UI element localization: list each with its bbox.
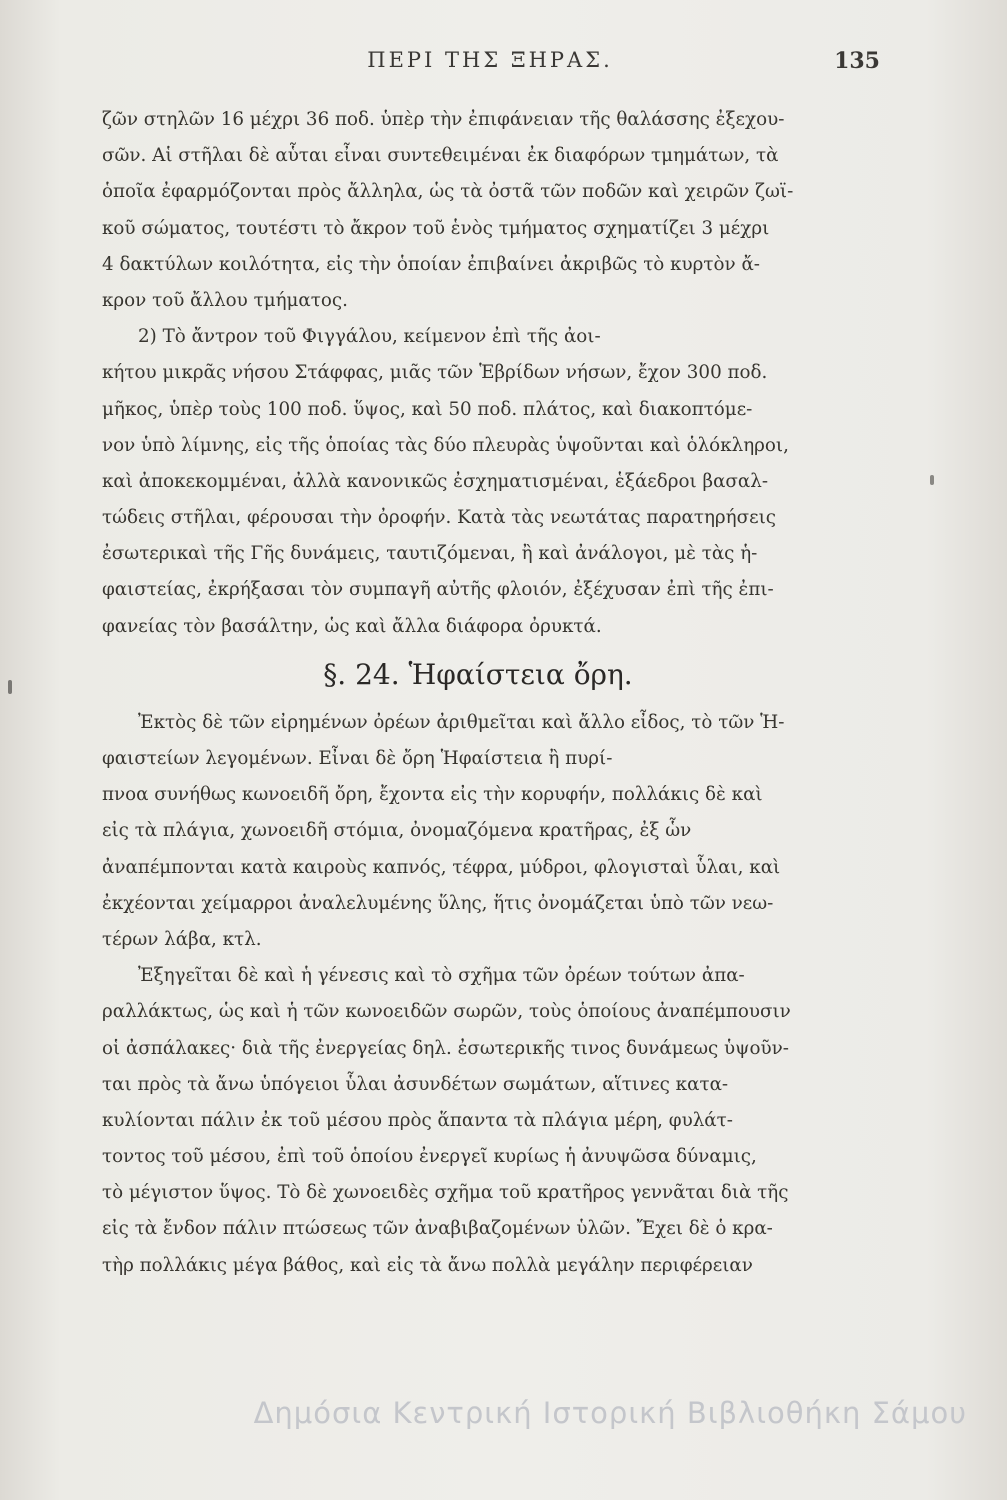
running-title: ΠΕΡΙ ΤΗΣ ΞΗΡΑΣ.	[367, 48, 613, 72]
text-line: καὶ ἀποκεκομμέναι, ἀλλὰ κανονικῶς ἐσχηματισμέναι, ἑξάεδροι βασαλ-	[102, 470, 768, 492]
paper-speck	[8, 680, 12, 694]
text-line: Ἐξηγεῖται δὲ καὶ ἡ γένεσις καὶ τὸ σχῆμα τῶν ὀρέων τούτων ἀπα-	[138, 965, 745, 987]
text-line: κοῦ σώματος, τουτέστι τὸ ἄκρον τοῦ ἑνὸς τμήματος σχηματίζει 3 μέχρι	[102, 217, 770, 239]
text-line: ραλλάκτως, ὡς καὶ ἡ τῶν κωνοειδῶν σωρῶν, τοὺς ὁποίους ἀναπέμπουσιν	[102, 1001, 791, 1023]
text-line: ὁποῖα ἐφαρμόζονται πρὸς ἄλληλα, ὡς τὰ ὀστᾶ τῶν ποδῶν καὶ χειρῶν ζωϊ-	[102, 181, 794, 203]
text-line: τοντος τοῦ μέσου, ἐπὶ τοῦ ὁποίου ἐνεργεῖ κυρίως ἡ ἀνυψῶσα δύναμις,	[102, 1146, 757, 1168]
text-line: τώδεις στῆλαι, φέρουσαι τὴν ὀροφήν. Κατὰ τὰς νεωτάτας παρατηρήσεις	[102, 507, 776, 529]
text-line: τὸ μέγιστον ὕψος. Τὸ δὲ χωνοειδὲς σχῆμα τοῦ κρατῆρος γεννᾶται διὰ τῆς	[102, 1182, 789, 1204]
paper-speck	[930, 475, 934, 485]
text-line: 2) Τὸ ἄντρον τοῦ Φιγγάλου, κείμενον ἐπὶ τῆς ἀοι-	[138, 326, 601, 348]
text-line: 4 δακτύλων κοιλότητα, εἰς τὴν ὁποίαν ἐπιβαίνει ἀκριβῶς τὸ κυρτὸν ἄ-	[102, 253, 760, 275]
text-line: τὴρ πολλάκις μέγα βάθος, καὶ εἰς τὰ ἄνω πολλὰ μεγάλην περιφέρειαν	[102, 1254, 753, 1276]
text-line: Ἐκτὸς δὲ τῶν εἰρημένων ὀρέων ἀριθμεῖται καὶ ἄλλο εἶδος, τὸ τῶν Ἡ-	[138, 711, 785, 733]
text-line: οἱ ἀσπάλακες· διὰ τῆς ἐνεργείας δηλ. ἐσωτερικῆς τινος δυνάμεως ὑψοῦν-	[102, 1037, 789, 1059]
text-line: κυλίονται πάλιν ἐκ τοῦ μέσου πρὸς ἅπαντα τὰ πλάγια μέρη, φυλάτ-	[102, 1109, 733, 1131]
text-line: εἰς τὰ ἔνδον πάλιν πτώσεως τῶν ἀναβιβαζομένων ὑλῶν. Ἔχει δὲ ὁ κρα-	[102, 1218, 773, 1240]
text-line: ται πρὸς τὰ ἄνω ὑπόγειοι ὗλαι ἀσυνδέτων σωμάτων, αἵτινες κατα-	[102, 1073, 729, 1095]
text-line: νον ὑπὸ λίμνης, εἰς τῆς ὁποίας τὰς δύο πλευρὰς ὑψοῦνται καὶ ὁλόκληροι,	[102, 434, 789, 456]
text-line: μῆκος, ὑπὲρ τοὺς 100 ποδ. ὕψος, καὶ 50 ποδ. πλάτος, καὶ διακοπτόμε-	[102, 398, 753, 420]
text-line: φαιστείων λεγομένων. Εἶναι δὲ ὄρη Ἡφαίστεια ἢ πυρί-	[102, 748, 613, 769]
text-line: φαιστείας, ἐκρήξασαι τὸν συμπαγῆ αὐτῆς φλοιόν, ἐξέχυσαν ἐπὶ τῆς ἐπι-	[102, 579, 774, 601]
text-line: εἰς τὰ πλάγια, χωνοειδῆ στόμια, ὀνομαζόμενα κρατῆρας, ἐξ ὧν	[102, 820, 692, 842]
section-heading: §. 24. Ἡφαίστεια ὄρη.	[323, 657, 633, 691]
text-line: ἐκχέονται χείμαρροι ἀναλελυμένης ὕλης, ἥτις ὀνομάζεται ὑπὸ τῶν νεω-	[102, 892, 774, 914]
page-header	[100, 48, 880, 82]
text-line: ζῶν στηλῶν 16 μέχρι 36 ποδ. ὑπὲρ τὴν ἐπιφάνειαν τῆς θαλάσσης ἐξεχου-	[102, 109, 785, 130]
text-line: τέρων λάβα, κτλ.	[102, 928, 262, 950]
page-number: 135	[834, 48, 880, 74]
text-line: ἐσωτερικαὶ τῆς Γῆς δυνάμεις, ταυτιζόμεναι, ἢ καὶ ἀνάλογοι, μὲ τὰς ἡ-	[102, 543, 758, 565]
text-line: ἀναπέμπονται κατὰ καιροὺς καπνός, τέφρα, μύδροι, φλογισταὶ ὗλαι, καὶ	[102, 856, 781, 878]
body-text	[102, 102, 854, 1284]
library-watermark: Δημόσια Κεντρική Ιστορική Βιβλιοθήκη Σάμου	[253, 1396, 967, 1430]
text-line: σῶν. Αἱ στῆλαι δὲ αὗται εἶναι συντεθειμέναι ἐκ διαφόρων τμημάτων, τὰ	[102, 145, 779, 167]
text-line: κρον τοῦ ἄλλου τμήματος.	[102, 289, 348, 311]
text-line: κήτου μικρᾶς νήσου Στάφφας, μιᾶς τῶν Ἑβρίδων νήσων, ἔχον 300 ποδ.	[102, 362, 768, 384]
text-line: πνοα συνήθως κωνοειδῆ ὄρη, ἔχοντα εἰς τὴν κορυφήν, πολλάκις δὲ καὶ	[102, 784, 763, 806]
text-line: φανείας τὸν βασάλτην, ὡς καὶ ἄλλα διάφορα ὀρυκτά.	[102, 615, 602, 637]
